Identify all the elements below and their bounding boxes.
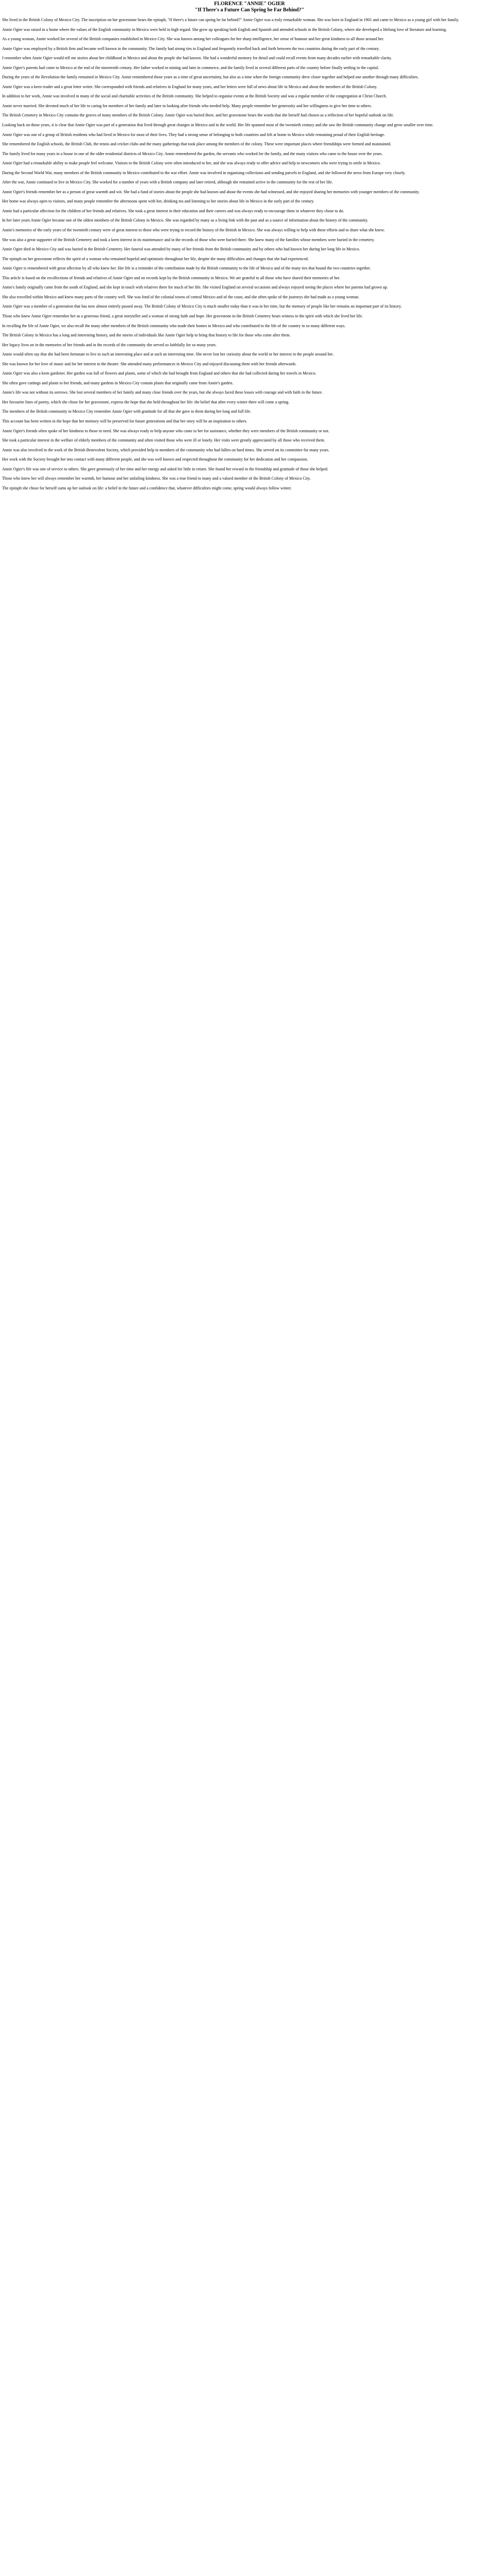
paragraph: The British Colony in Mexico has a long and interesting history, and the stories of individuals like Annie Ogier help to bring that history to life for those who come after them. xyxy=(2,333,291,338)
paragraph: She remembered the English schools, the British Club, the tennis and cricket clubs and the many gatherings that took place among the members of the colony. These were important places where friendships were formed and maintained. xyxy=(2,142,391,147)
paragraph: Annie Ogier was a keen reader and a great letter writer. She corresponded with friends and relatives in England for many years, and her letters were full of news about life in Mexico and about the members of the British Colony. xyxy=(2,84,377,89)
paragraph: Annie had a particular affection for the children of her friends and relatives. She took a great interest in their education and their careers and was always ready to encourage them in whatever they chose to do. xyxy=(2,208,344,213)
paragraph: Her work with the Society brought her into contact with many different people, and she was well known and respected throughout the community for her dedication and her compassion. xyxy=(2,457,308,462)
paragraph: Annie Ogier was one of a group of British residents who had lived in Mexico for most of their lives. They had a strong sense of belonging to both countries and felt at home in Mexico while remaining proud of their English heritage. xyxy=(2,132,385,137)
paragraph: She often gave cuttings and plants to her friends, and many gardens in Mexico City contain plants that originally came from Annie's garden. xyxy=(2,380,234,385)
paragraph: After the war, Annie continued to live in Mexico City. She worked for a number of years with a British company and later retired, although she remained active in the community for the rest of her life. xyxy=(2,180,333,185)
paragraph: Annie Ogier's friends often spoke of her kindness to those in need. She was always ready to help anyone who came to her for assistance, whether they were members of the British community or not. xyxy=(2,428,329,433)
paragraph: Annie Ogier had a remarkable ability to make people feel welcome. Visitors to the British Colony were often introduced to her, and she was always ready to offer advice and help to newcomers who were trying to settle in Mexico. xyxy=(2,161,381,166)
paragraph: She was also a great supporter of the British Cemetery and took a keen interest in its maintenance and in the records of those who were buried there. She knew many of the families whose members were buried in the cemetery. xyxy=(2,237,375,242)
paragraph: This article is based on the recollections of friends and relatives of Annie Ogier and on records kept by the British community in Mexico. We are grateful to all those who have shared their memories of her. xyxy=(2,275,340,280)
paragraph: The members of the British community in Mexico City remember Annie Ogier with gratitude for all that she gave to them during her long and full life. xyxy=(2,409,252,414)
paragraph: During the years of the Revolution the family remained in Mexico City. Annie remembered those years as a time of great uncertainty, but also as a time when the foreign community drew closer together and helped one another through many difficulties. xyxy=(2,75,419,80)
paragraph: As a young woman, Annie worked for several of the British companies established in Mexico City. She was known among her colleagues for her sharp intelligence, her sense of humour and her great kindness to all those around her. xyxy=(2,37,385,42)
paragraph: The epitaph she chose for herself sums up her outlook on life: a belief in the future and a confidence that, whatever difficulties might come, spring would always follow winter. xyxy=(2,485,292,490)
paragraph: She also travelled within Mexico and knew many parts of the country well. She was fond of the colonial towns of central Mexico and of the coast, and she often spoke of the journeys she had made as a young woman. xyxy=(2,294,359,299)
paragraph: I remember when Annie Ogier would tell me stories about her childhood in Mexico and about the people she had known. She had a wonderful memory for detail and could recall events from many decades earlier with remarkable clarity. xyxy=(2,56,392,61)
paragraph: Her legacy lives on in the memories of her friends and in the records of the community she served so faithfully for so many years. xyxy=(2,342,217,347)
paragraph: The British Cemetery in Mexico City contains the graves of many members of the British Colony. Annie Ogier was buried there, and her gravestone bears the words that she herself had chosen as a reflection of her hopeful outlook on life. xyxy=(2,113,394,118)
paragraph: Annie Ogier died in Mexico City and was buried in the British Cemetery. Her funeral was attended by many of her friends from the British community and by others who had known her during her long life in Mexico. xyxy=(2,247,360,252)
paragraph: Annie Ogier's parents had come to Mexico at the end of the nineteenth century. Her father worked in mining and later in commerce, and the family lived in several different parts of the country before finally settling in the capital. xyxy=(2,65,379,70)
paragraph: The epitaph on her gravestone reflects the spirit of a woman who remained hopeful and optimistic throughout her life, despite the many difficulties and changes that she had experienced. xyxy=(2,256,309,261)
paragraph: Annie Ogier is remembered with great affection by all who knew her. Her life is a reminder of the contribution made by the British community to the life of Mexico and of the many ties that bound the two countries together. xyxy=(2,266,371,271)
article-body xyxy=(2,18,497,491)
title-line: FLORENCE "ANNIE" OGIER xyxy=(214,1,285,7)
article-page xyxy=(2,0,497,491)
paragraph: She lived in the British Colony of Mexico City. The inscription on her gravestone bears the epitaph, "If there's a future can spring be far behind?" Annie Ogier was a truly remarkable woman. She was born in England in 1901 and came to Mexico as a young girl with her family. xyxy=(2,18,459,22)
paragraph: Annie Ogier was also a keen gardener. Her garden was full of flowers and plants, some of which she had brought from England and others that she had collected during her travels in Mexico. xyxy=(2,371,317,376)
article-title xyxy=(2,1,497,13)
paragraph: Annie would often say that she had been fortunate to live in such an interesting place and at such an interesting time. She never lost her curiosity about the world or her interest in the people around her. xyxy=(2,352,334,357)
paragraph: Those who knew Annie Ogier remember her as a generous friend, a great storyteller and a woman of strong faith and hope. Her gravestone in the British Cemetery bears witness to the spirit with which she lived her life. xyxy=(2,313,363,318)
paragraph: During the Second World War, many members of the British community in Mexico contributed to the war effort. Annie was involved in organising collections and sending parcels to England, and she followed the news from Europe very closely. xyxy=(2,170,406,175)
paragraph: Annie never married. She devoted much of her life to caring for members of her family and later to looking after friends who needed help. Many people remember her generosity and her willingness to give her time to others. xyxy=(2,103,372,108)
paragraph: Annie's memories of the early years of the twentieth century were of great interest to those who were trying to record the history of the British in Mexico. She was always willing to help with these efforts and to share what she knew. xyxy=(2,228,385,233)
paragraph: Annie Ogier was raised in a home where the values of the English community in Mexico were held in high regard. She grew up speaking both English and Spanish and attended schools in the British Colony, where she developed a lifelong love of literature and learning. xyxy=(2,27,447,32)
paragraph: Annie Ogier was employed by a British firm and became well known in the community. The family had strong ties to England and frequently travelled back and forth between the two countries during the early part of the century. xyxy=(2,46,380,51)
subtitle-line: "If There's a Future Can Spring be Far Behind?" xyxy=(194,7,305,13)
paragraph: In recalling the life of Annie Ogier, we also recall the many other members of the British community who made their homes in Mexico and who contributed to the life of the country in so many different ways. xyxy=(2,323,346,328)
paragraph: She took a particular interest in the welfare of elderly members of the community and often visited those who were ill or lonely. Her visits were greatly appreciated by all those who received them. xyxy=(2,438,325,443)
paragraph: Annie Ogier's life was one of service to others. She gave generously of her time and her energy and asked for little in return. She found her reward in the friendship and gratitude of those she helped. xyxy=(2,466,328,471)
paragraph: Those who knew her will always remember her warmth, her humour and her unfailing kindness. She was a true friend to many and a valued member of the British Colony of Mexico City. xyxy=(2,476,311,481)
paragraph: Looking back on those years, it is clear that Annie Ogier was part of a generation that lived through great changes in Mexico and in the world. Her life spanned most of the twentieth century and she saw the British community change and grow smaller over time. xyxy=(2,123,434,128)
paragraph: This account has been written in the hope that her memory will be preserved for future generations and that her story will be an inspiration to others. xyxy=(2,418,247,423)
paragraph: Her favourite lines of poetry, which she chose for her gravestone, express the hope that she held throughout her life: the belief that after every winter there will come a spring. xyxy=(2,399,290,404)
paragraph: Her home was always open to visitors, and many people remember the afternoons spent with her, drinking tea and listening to her stories about life in Mexico in the early part of the century. xyxy=(2,199,314,204)
paragraph: Annie's family originally came from the south of England, and she kept in touch with relatives there for much of her life. She visited England on several occasions and always enjoyed seeing the places where her parents had grown up. xyxy=(2,285,388,290)
paragraph: In her later years Annie Ogier became one of the oldest members of the British Colony in Mexico. She was regarded by many as a living link with the past and as a source of information about the history of the community. xyxy=(2,218,369,223)
paragraph: Annie Ogier was a member of a generation that has now almost entirely passed away. The British Colony of Mexico City is much smaller today than it was in her time, but the memory of people like her remains an important part of its history. xyxy=(2,304,402,309)
paragraph: Annie Ogier's friends remember her as a person of great warmth and wit. She had a fund of stories about the people she had known and about the events she had witnessed, and she enjoyed sharing her memories with younger members of the community. xyxy=(2,189,420,194)
paragraph: She was known for her love of music and for her interest in the theatre. She attended many performances in Mexico City and enjoyed discussing them with her friends afterwards. xyxy=(2,361,297,366)
paragraph: Annie's life was not without its sorrows. She lost several members of her family and many close friends over the years, but she always faced these losses with courage and with faith in the future. xyxy=(2,390,323,395)
paragraph: In addition to her work, Annie was involved in many of the social and charitable activities of the British community. She helped to organise events at the British Society and was a regular member of the congregation at Christ Church. xyxy=(2,94,387,99)
paragraph: The family lived for many years in a house in one of the older residential districts of Mexico City. Annie remembered the garden, the servants who worked for the family, and the many visitors who came to the house over the years. xyxy=(2,151,383,156)
paragraph: Annie was also involved in the work of the British Benevolent Society, which provided help to members of the community who had fallen on hard times. She served on its committee for many years. xyxy=(2,447,329,452)
